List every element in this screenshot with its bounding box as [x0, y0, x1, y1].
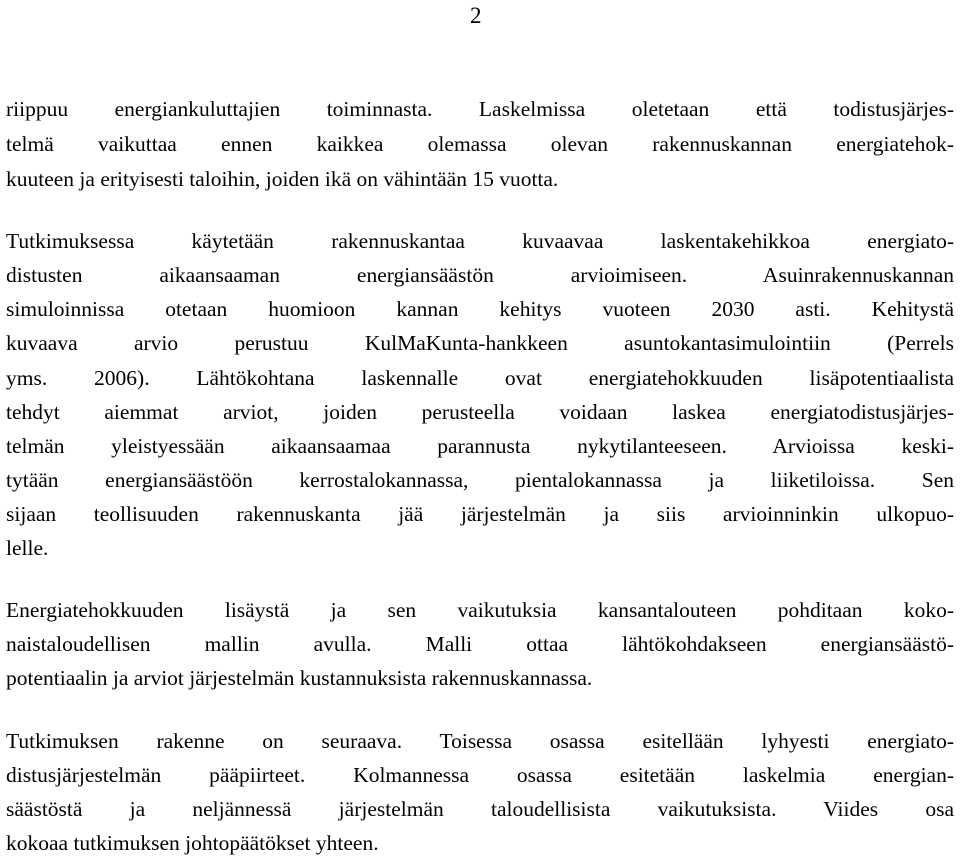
page-number: 2 — [470, 3, 482, 28]
text-line: Energiatehokkuuden lisäystä ja sen vaikutuksia kansantalouteen pohditaan koko- — [6, 598, 954, 622]
text-line: tehdyt aiemmat arviot, joiden perusteella voidaan laskea energiatodistusjärjes- — [6, 400, 954, 424]
text-line: Tutkimuksessa käytetään rakennuskantaa kuvaavaa laskentakehikkoa energiato- — [6, 229, 954, 253]
text-line: säästöstä ja neljännessä järjestelmän taloudellisista vaikutuksista. Viides osa — [6, 797, 954, 821]
text-line: distusten aikaansaaman energiansäästön arvioimiseen. Asuinrakennuskannan — [6, 263, 954, 287]
text-line: telmän yleistyessään aikaansaamaa parannusta nykytilanteeseen. Arvioissa keski- — [6, 434, 954, 458]
text-line: telmä vaikuttaa ennen kaikkea olemassa olevan rakennuskannan energiatehok- — [6, 132, 954, 156]
text-line: tytään energiansäästöön kerrostalokannassa, pientalokannassa ja liiketiloissa. Sen — [6, 468, 954, 492]
text-line: potentiaalin ja arviot järjestelmän kustannuksista rakennuskannassa. — [6, 666, 593, 690]
text-line: kuvaava arvio perustuu KulMaKunta-hankkeen asuntokantasimulointiin (Perrels — [6, 331, 954, 355]
text-line: kokoaa tutkimuksen johtopäätökset yhteen. — [6, 831, 379, 855]
text-line: sijaan teollisuuden rakennuskanta jää järjestelmän ja siis arvioinninkin ulkopuo- — [6, 502, 954, 526]
text-line: kuuteen ja erityisesti taloihin, joiden ikä on vähintään 15 vuotta. — [6, 167, 559, 191]
text-line: simuloinnissa otetaan huomioon kannan kehitys vuoteen 2030 asti. Kehitystä — [6, 297, 954, 321]
text-line: distusjärjestelmän pääpiirteet. Kolmannessa osassa esitetään laskelmia energian- — [6, 763, 954, 787]
text-line: yms. 2006). Lähtökohtana laskennalle ovat energiatehokkuuden lisäpotentiaalista — [6, 366, 954, 390]
text-line: naistaloudellisen mallin avulla. Malli ottaa lähtökohdakseen energiansäästö- — [6, 632, 954, 656]
text-line: riippuu energiankuluttajien toiminnasta. Laskelmissa oletetaan että todistusjärjes- — [6, 97, 954, 121]
text-line: lelle. — [6, 536, 49, 560]
text-line: Tutkimuksen rakenne on seuraava. Toisessa osassa esitellään lyhyesti energiato- — [6, 729, 954, 753]
